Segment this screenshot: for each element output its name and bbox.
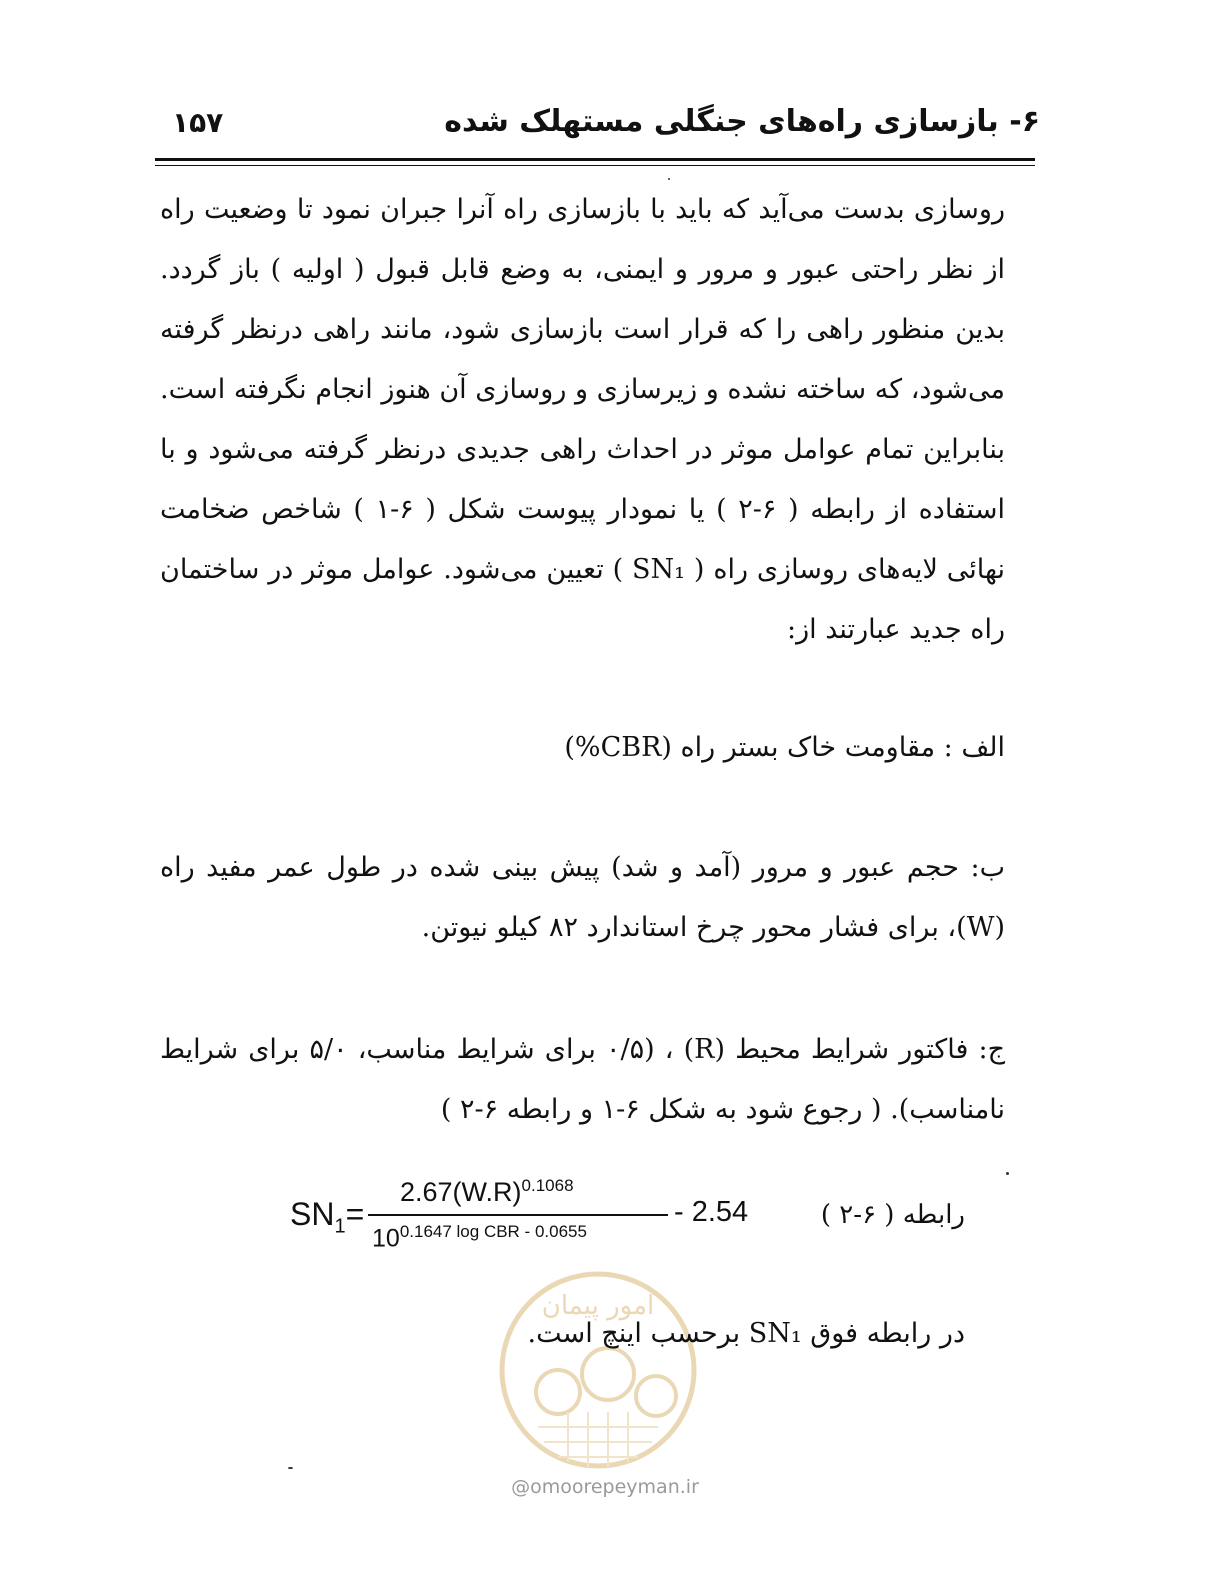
scan-speck xyxy=(288,1467,293,1469)
formula-note: در رابطه فوق SN₁ برحسب اینچ است. xyxy=(527,1318,965,1349)
sn1-formula xyxy=(290,1170,750,1270)
formula-tail: - 2.54 xyxy=(674,1196,749,1228)
fraction-bar xyxy=(368,1214,668,1216)
page-number: ۱۵۷ xyxy=(172,106,224,139)
formula-denominator xyxy=(372,1222,587,1253)
denominator-exponent: 0.1647 log CBR - 0.0655 xyxy=(399,1222,587,1241)
factor-c: ج: فاکتور شرایط محیط (R) ، (۰/۵ برای شرایط مناسب، ۵/۰ برای شرایط نامناسب). ( رجوع شود به شکل ۶-۱ و رابطه ۶-۲ ) xyxy=(160,1034,1005,1125)
running-title: ۶- بازسازی راه‌های جنگلی مستهلک شده xyxy=(444,104,1040,139)
formula-equals: = xyxy=(345,1196,365,1232)
watermark-stamp xyxy=(498,1262,698,1472)
paragraph-text: روسازی بدست می‌آید که باید با بازسازی راه آنرا جبران نمود تا وضعیت راه از نظر راحتی عبور و مرور و ایمنی، به وضع قابل قبول ( اولیه ) باز گردد. بدین منظور راهی را که قرار است بازسازی شود، مانند راهی درنظر گرفته می‌شود، که ساخته نشده و زیرسازی و روسازی آن هنوز انجام نگرفته است. بنابراین تمام عوامل موثر در احداث راهی جدیدی درنظر گرفته می‌شود و با استفاده از رابطه ( ۶-۲ ) یا نمودار پیوست شکل ( ۶-۱ ) شاخص ضخامت نهائی لایه‌های روسازی راه ( SN₁ ) تعیین می‌شود. عوامل موثر در ساختمان راه جدید عبارتند از: xyxy=(160,194,1005,645)
scan-speck xyxy=(668,178,670,180)
factor-a: الف : مقاومت خاک بستر راه (CBR%) xyxy=(564,732,1005,763)
factor-b: ب: حجم عبور و مرور (آمد و شد) پیش بینی شده در طول عمر مفید راه (W)، برای فشار محور چرخ استاندارد ۸۲ کیلو نیوتن. xyxy=(160,852,1005,943)
body-paragraph xyxy=(160,180,1005,660)
numerator-exponent: 0.1068 xyxy=(521,1176,574,1195)
formula-lhs xyxy=(290,1196,364,1238)
formula-lhs-symbol: SN xyxy=(290,1196,335,1232)
header-rule-thick xyxy=(155,158,1035,161)
watermark-url: @omoorepeyman.ir xyxy=(511,1476,699,1498)
scan-speck xyxy=(1006,1172,1009,1175)
formula-lhs-subscript: 1 xyxy=(334,1215,346,1238)
equation-label: رابطه ( ۶-۲ ) xyxy=(820,1200,965,1230)
gear-icon xyxy=(536,1348,676,1416)
numerator-base: 2.67(W.R) xyxy=(400,1177,522,1207)
stamp-text: امور پیمان xyxy=(541,1291,655,1321)
page-header xyxy=(160,104,1040,154)
header-rule-thin xyxy=(155,165,1035,166)
formula-numerator xyxy=(400,1176,574,1208)
denominator-base: 10 xyxy=(372,1224,400,1253)
